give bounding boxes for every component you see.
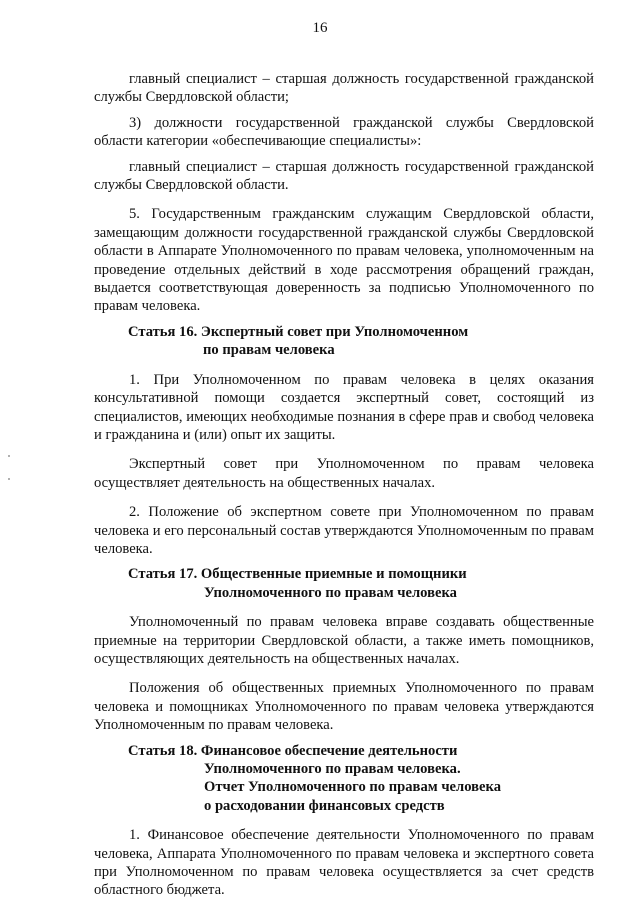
paragraph: 1. Финансовое обеспечение деятельности Уполномоченного по правам человека, Аппарата Уполномоченного по правам человека и экспертного совета при Уполномоченном по правам человека осуществляется за счет средств областного бюджета. xyxy=(94,827,594,899)
scan-speck xyxy=(8,455,10,457)
paragraph: 3) должности государственной гражданской службы Свердловской области категории «обеспечивающие специалисты»: xyxy=(94,114,594,150)
paragraph: 5. Государственным гражданским служащим Свердловской области, замещающим должности государственной гражданской службы Свердловской области в Аппарате Уполномоченного по правам человека, уполномоченным на проведение отдельных действий в ходе рассмотрения обращений граждан, выдается соответствующая доверенность за подписью Уполномоченного по правам человека. xyxy=(94,206,594,315)
paragraph: главный специалист – старшая должность государственной гражданской службы Свердловской области; xyxy=(94,71,594,106)
heading-line: Статья 17. Общественные приемные и помощники xyxy=(128,566,467,583)
scan-speck xyxy=(8,478,10,480)
page-number: 16 xyxy=(312,20,328,36)
paragraph: 2. Положение об экспертном совете при Уполномоченном по правам человека и его персональный состав утверждаются Уполномоченным по правам человека. xyxy=(94,504,594,557)
heading-line: Уполномоченного по правам человека xyxy=(204,584,457,601)
heading-line: Статья 18. Финансовое обеспечение деятельности xyxy=(128,742,458,759)
heading-line: по правам человека xyxy=(203,342,335,359)
paragraph: главный специалист – старшая должность государственной гражданской службы Свердловской области. xyxy=(94,158,594,194)
heading-line: Отчет Уполномоченного по правам человека xyxy=(204,779,501,796)
paragraph: Уполномоченный по правам человека вправе создавать общественные приемные на территории Свердловской области, а также иметь помощников, осуществляющих деятельность на общественных началах. xyxy=(94,614,594,667)
heading-line: Статья 16. Экспертный совет при Уполномоченном xyxy=(128,323,469,340)
paragraph: Положения об общественных приемных Уполномоченного по правам человека и помощниках Уполномоченного по правам человека утверждаются Уполномоченным по правам человека. xyxy=(94,680,594,734)
document-body xyxy=(94,70,594,911)
article-17-heading xyxy=(128,565,594,602)
heading-line: о расходовании финансовых средств xyxy=(204,797,445,814)
article-18-heading xyxy=(128,742,594,816)
paragraph: Экспертный совет при Уполномоченном по правам человека осуществляет деятельность на общественных началах. xyxy=(94,456,594,491)
heading-line: Уполномоченного по правам человека. xyxy=(204,761,461,777)
paragraph: 1. При Уполномоченном по правам человека в целях оказания консультативной помощи создается экспертный совет, состоящий из специалистов, имеющих необходимые познания в сфере прав и свобод человека и гражданина и (или) опыт их защиты. xyxy=(94,371,594,443)
article-16-heading xyxy=(128,323,594,360)
